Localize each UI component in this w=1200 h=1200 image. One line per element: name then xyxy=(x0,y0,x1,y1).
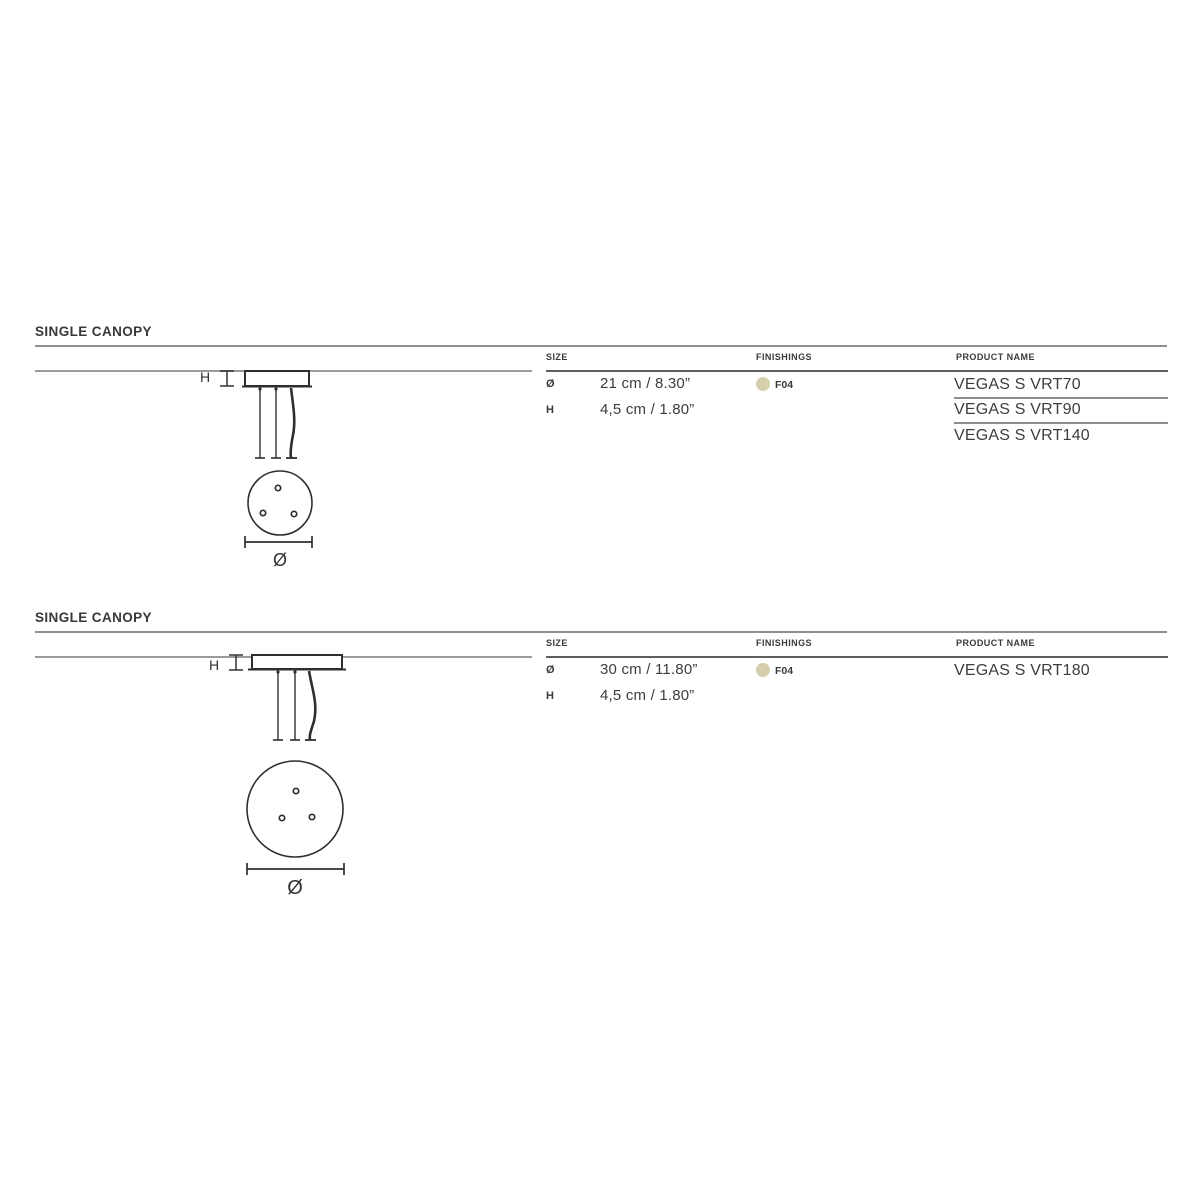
column-header-size: SIZE xyxy=(546,352,568,362)
diameter-dimension-line xyxy=(247,863,344,875)
power-cable xyxy=(291,388,295,458)
height-dimension-label: H xyxy=(209,657,220,673)
height-dimension-mark xyxy=(220,371,234,386)
size-row-value: 4,5 cm / 1.80” xyxy=(600,401,695,418)
section-divider-rule xyxy=(35,345,1167,347)
canopy-technical-drawing xyxy=(195,645,425,900)
suspension-rods xyxy=(255,387,297,458)
canopy-side-view xyxy=(245,371,309,386)
column-header-finishings: FINISHINGS xyxy=(756,638,813,648)
table-header-underline xyxy=(546,656,1168,658)
size-row-label: H xyxy=(546,404,554,416)
product-row-divider xyxy=(954,422,1168,424)
height-dimension-label: H xyxy=(200,369,211,385)
finish-code: F04 xyxy=(775,379,794,391)
canopy-side-view xyxy=(252,655,342,669)
column-header-product-name: PRODUCT NAME xyxy=(956,352,1035,362)
product-name: VEGAS S VRT140 xyxy=(954,427,1090,444)
product-name: VEGAS S VRT180 xyxy=(954,662,1090,679)
diameter-dimension-line xyxy=(245,536,312,548)
size-row-value: 30 cm / 11.80” xyxy=(600,661,698,678)
diameter-dimension-label: Ø xyxy=(287,877,303,899)
size-row-label: Ø xyxy=(546,664,555,676)
canopy-top-view xyxy=(247,761,343,857)
finish-swatch xyxy=(756,377,770,391)
section-title: SINGLE CANOPY xyxy=(35,324,152,339)
canopy-top-view xyxy=(248,471,312,535)
size-row-value: 21 cm / 8.30” xyxy=(600,375,691,392)
canopy-technical-drawing xyxy=(190,360,415,572)
product-name: VEGAS S VRT90 xyxy=(954,401,1081,418)
section-divider-rule xyxy=(35,631,1167,633)
product-row-divider xyxy=(954,397,1168,399)
column-header-size: SIZE xyxy=(546,638,568,648)
suspension-rods xyxy=(273,670,316,740)
diameter-dimension-label: Ø xyxy=(272,550,288,570)
finish-swatch xyxy=(756,663,770,677)
table-header-underline xyxy=(546,370,1168,372)
column-header-product-name: PRODUCT NAME xyxy=(956,638,1035,648)
size-row-label: Ø xyxy=(546,378,555,390)
product-name: VEGAS S VRT70 xyxy=(954,376,1081,393)
section-title: SINGLE CANOPY xyxy=(35,610,152,625)
height-dimension-mark xyxy=(229,655,243,670)
size-row-value: 4,5 cm / 1.80” xyxy=(600,687,695,704)
column-header-finishings: FINISHINGS xyxy=(756,352,813,362)
size-row-label: H xyxy=(546,690,554,702)
finish-code: F04 xyxy=(775,665,794,677)
power-cable xyxy=(309,671,315,740)
